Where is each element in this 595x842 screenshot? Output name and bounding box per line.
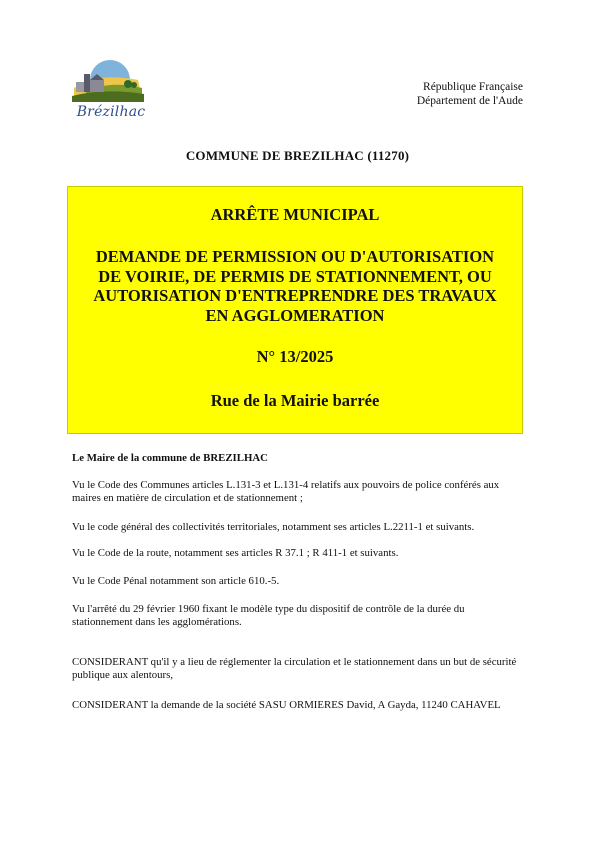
village-landscape-icon — [68, 58, 148, 104]
body-paragraph: CONSIDERANT la demande de la société SASU ORMIERES David, A Gayda, 11240 CAHAVEL — [72, 699, 501, 711]
body-paragraph: Vu le Code de la route, notamment ses articles R 37.1 ; R 411-1 et suivants. — [72, 547, 399, 559]
republic-header — [417, 80, 523, 108]
commune-logo — [68, 58, 148, 130]
body-heading: Le Maire de la commune de BREZILHAC — [72, 452, 268, 464]
body-paragraph: CONSIDERANT qu'il y a lieu de réglementer la circulation et le stationnement dans un but de sécurité publique aux alentours, — [72, 656, 517, 681]
logo-text: Brézilhac — [76, 104, 146, 120]
decree-subject — [74, 247, 516, 325]
decree-title-box — [67, 186, 523, 434]
commune-title: COMMUNE DE BREZILHAC (11270) — [185, 148, 410, 163]
subject-line: DE VOIRIE, DE PERMIS DE STATIONNEMENT, OU — [98, 266, 492, 286]
subject-line: AUTORISATION D'ENTREPRENDRE DES TRAVAUX — [93, 286, 497, 305]
body-paragraph: Vu le code général des collectivités territoriales, notamment ses articles L.2211-1 et suivants. — [72, 521, 475, 533]
decree-street: Rue de la Mairie barrée — [210, 391, 380, 410]
decree-number: N° 13/2025 — [256, 347, 334, 366]
body-paragraph: Vu le Code des Communes articles L.131-3 et L.131-4 relatifs aux pouvoirs de police conférés aux maires en matière de circulation et de stationnement ; — [72, 479, 500, 504]
body-paragraph: Vu l'arrêté du 29 février 1960 fixant le modèle type du dispositif de contrôle de la durée du stationnement dans les agglomérations. — [72, 603, 465, 628]
decree-title: ARRÊTE MUNICIPAL — [210, 205, 380, 224]
subject-line: DEMANDE DE PERMISSION OU D'AUTORISATION — [95, 247, 495, 266]
departement-label: Département de l'Aude — [416, 95, 523, 107]
subject-line: EN AGGLOMERATION — [205, 305, 385, 325]
body-paragraph: Vu le Code Pénal notamment son article 610.-5. — [72, 575, 280, 587]
republique-label: République Française — [423, 81, 523, 93]
